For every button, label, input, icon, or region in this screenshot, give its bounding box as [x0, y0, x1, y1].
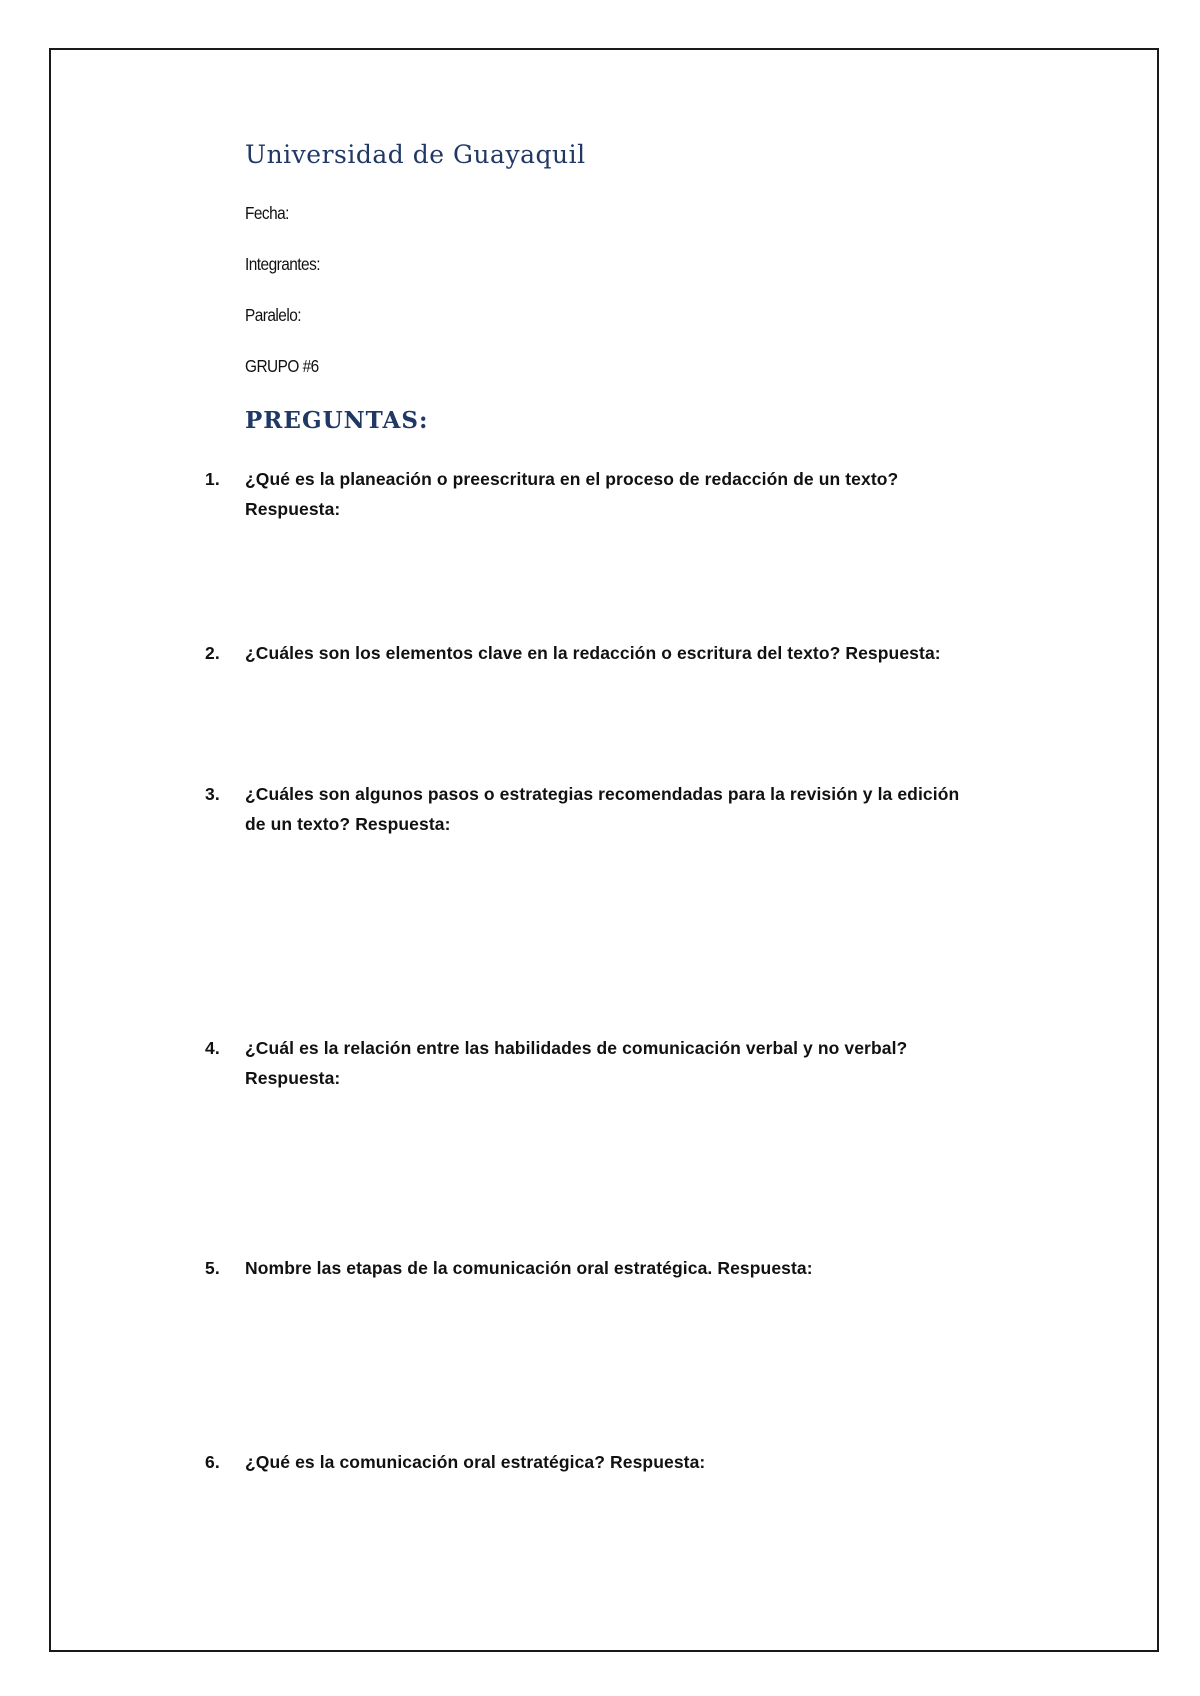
question-item [205, 779, 1045, 839]
question-text: ¿Qué es la planeación o preescritura en el proceso de redacción de un texto? [245, 469, 899, 489]
question-text: ¿Cuáles son los elementos clave en la redacción o escritura del texto? Respuesta: [245, 643, 941, 663]
question-number: 1. [205, 469, 220, 489]
question-text-continued: Respuesta: [245, 499, 341, 519]
question-item [205, 638, 1045, 668]
question-number: 3. [205, 784, 220, 804]
question-text: ¿Cuáles son algunos pasos o estrategias recomendadas para la revisión y la edición [245, 784, 960, 804]
section-heading: PREGUNTAS: [245, 407, 429, 434]
question-text: ¿Cuál es la relación entre las habilidades de comunicación verbal y no verbal? [245, 1038, 908, 1058]
grupo-label: GRUPO #6 [245, 356, 319, 376]
question-text: ¿Qué es la comunicación oral estratégica? Respuesta: [245, 1452, 706, 1472]
question-number: 5. [205, 1258, 220, 1278]
question-text: Nombre las etapas de la comunicación oral estratégica. Respuesta: [245, 1258, 813, 1278]
fecha-label: Fecha: [245, 203, 289, 223]
question-item [205, 1033, 1045, 1093]
integrantes-label: Integrantes: [245, 254, 321, 274]
question-number: 4. [205, 1038, 220, 1058]
question-item [205, 464, 1045, 524]
university-title: Universidad de Guayaquil [245, 140, 586, 169]
paralelo-label: Paralelo: [245, 305, 302, 325]
question-text-continued: de un texto? Respuesta: [245, 814, 451, 834]
page-border [49, 48, 1159, 1652]
question-item [205, 1253, 1045, 1283]
question-number: 6. [205, 1452, 220, 1472]
question-item [205, 1447, 1045, 1477]
question-text-continued: Respuesta: [245, 1068, 341, 1088]
question-number: 2. [205, 643, 220, 663]
